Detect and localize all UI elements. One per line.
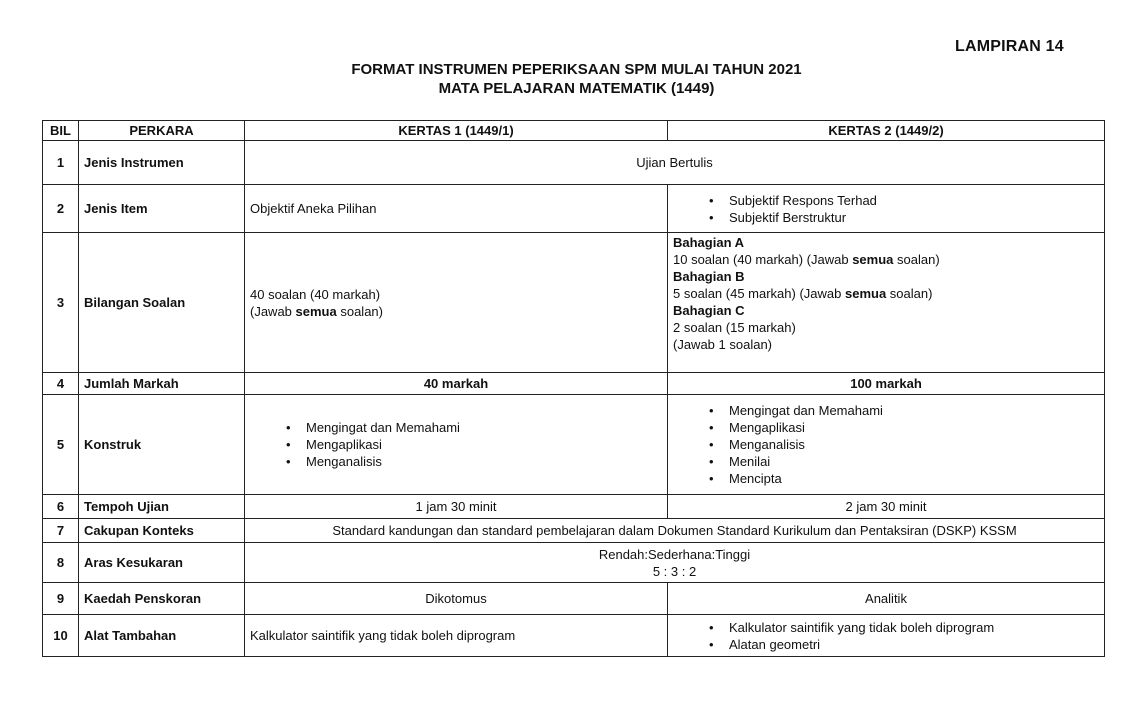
table-row (43, 373, 1105, 395)
kertas2-cell: Analitik (668, 583, 1105, 615)
table-row (43, 141, 1105, 185)
table-header-row (43, 121, 1105, 141)
kertas1-cell: Dikotomus (245, 583, 668, 615)
list-item: • Kalkulator saintifik yang tidak boleh diprogram (673, 619, 1099, 636)
bil-cell: 2 (43, 185, 79, 233)
bil-cell: 3 (43, 233, 79, 373)
perkara-cell: Aras Kesukaran (79, 543, 245, 583)
list-item: • Mencipta (673, 470, 1099, 487)
header-kertas-1: KERTAS 1 (1449/1) (245, 121, 668, 141)
kertas1-cell: 1 jam 30 minit (245, 495, 668, 519)
bil-cell: 9 (43, 583, 79, 615)
kertas2-cell: 100 markah (668, 373, 1105, 395)
text-line: (Jawab semua soalan) (250, 303, 383, 319)
bil-cell: 6 (43, 495, 79, 519)
list-item: • Mengaplikasi (673, 419, 1099, 436)
perkara-cell: Jumlah Markah (79, 373, 245, 395)
section-heading: Bahagian B (673, 269, 745, 284)
table-row (43, 615, 1105, 657)
bil-cell: 8 (43, 543, 79, 583)
perkara-cell: Konstruk (79, 395, 245, 495)
perkara-cell: Jenis Instrumen (79, 141, 245, 185)
section-heading: Bahagian A (673, 235, 745, 250)
kertas2-cell (668, 615, 1105, 657)
merged-cell: Standard kandungan dan standard pembelajaran dalam Dokumen Standard Kurikulum dan Pentaksiran (DSKP) KSSM (245, 519, 1105, 543)
kertas2-cell (668, 233, 1105, 373)
list-item: • Subjektif Respons Terhad (673, 192, 1099, 209)
text-line: 5 soalan (45 markah) (Jawab semua soalan) (673, 286, 933, 301)
text-line: 10 soalan (40 markah) (Jawab semua soalan) (673, 252, 940, 267)
bil-cell: 10 (43, 615, 79, 657)
kertas1-cell (245, 233, 668, 373)
kertas1-cell (245, 395, 668, 495)
kertas2-cell (668, 185, 1105, 233)
kertas1-cell: Kalkulator saintifik yang tidak boleh diprogram (245, 615, 668, 657)
text-line: 5 : 3 : 2 (652, 563, 697, 579)
table-row (43, 583, 1105, 615)
header-perkara: PERKARA (79, 121, 245, 141)
perkara-cell: Alat Tambahan (79, 615, 245, 657)
merged-cell: Ujian Bertulis (245, 141, 1105, 185)
kertas1-cell: Objektif Aneka Pilihan (245, 185, 668, 233)
bil-cell: 7 (43, 519, 79, 543)
list-item: • Alatan geometri (673, 636, 1099, 653)
table-row (43, 395, 1105, 495)
text-line: 2 soalan (15 markah) (673, 320, 796, 335)
title-line-2: MATA PELAJARAN MATEMATIK (1449) (438, 80, 715, 97)
section-heading: Bahagian C (673, 303, 745, 318)
kertas2-cell (668, 395, 1105, 495)
kertas1-cell: 40 markah (245, 373, 668, 395)
exam-format-table (42, 120, 1105, 657)
perkara-cell: Cakupan Konteks (79, 519, 245, 543)
perkara-cell: Jenis Item (79, 185, 245, 233)
table-row (43, 185, 1105, 233)
title-line-1: FORMAT INSTRUMEN PEPERIKSAAN SPM MULAI TAHUN 2021 (351, 61, 802, 78)
list-item: • Menganalisis (250, 453, 662, 470)
header-bil: BIL (43, 121, 79, 141)
bil-cell: 5 (43, 395, 79, 495)
header-kertas-2: KERTAS 2 (1449/2) (668, 121, 1105, 141)
lampiran-label: LAMPIRAN 14 (955, 38, 1064, 55)
document-title (0, 60, 1133, 98)
table-row (43, 543, 1105, 583)
kertas2-cell: 2 jam 30 minit (668, 495, 1105, 519)
list-item: • Menganalisis (673, 436, 1099, 453)
text-line: Rendah:Sederhana:Tinggi (598, 546, 751, 562)
merged-cell (245, 543, 1105, 583)
list-item: • Mengingat dan Memahami (250, 419, 662, 436)
text-line: (Jawab 1 soalan) (673, 337, 772, 352)
table-row (43, 519, 1105, 543)
text-line: 40 soalan (40 markah) (250, 286, 381, 302)
list-item: • Mengaplikasi (250, 436, 662, 453)
bil-cell: 1 (43, 141, 79, 185)
list-item: • Menilai (673, 453, 1099, 470)
table-row (43, 495, 1105, 519)
list-item: • Subjektif Berstruktur (673, 209, 1099, 226)
table-row (43, 233, 1105, 373)
bil-cell: 4 (43, 373, 79, 395)
perkara-cell: Tempoh Ujian (79, 495, 245, 519)
list-item: • Mengingat dan Memahami (673, 402, 1099, 419)
perkara-cell: Bilangan Soalan (79, 233, 245, 373)
perkara-cell: Kaedah Penskoran (79, 583, 245, 615)
